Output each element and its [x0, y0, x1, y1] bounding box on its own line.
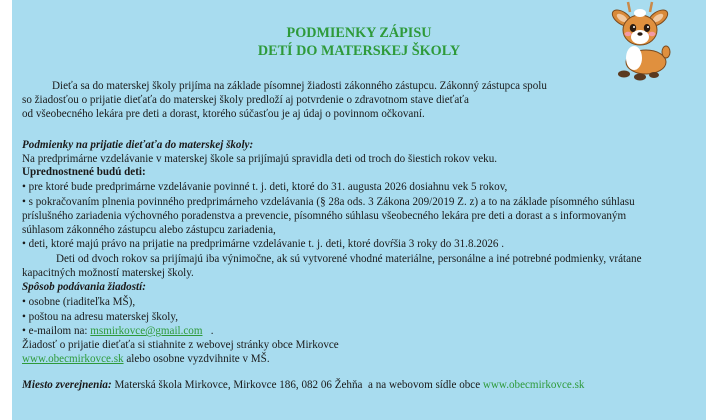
submission-bullet-2: • poštou na adresu materskej školy,: [22, 311, 178, 323]
title-line-2: DETÍ DO MATERSKEJ ŠKOLY: [257, 43, 461, 59]
intro-line-1: Dieťa sa do materskej školy prijíma na základe písomnej žiadosti zákonného zástupcu. Zákonný zástupca spolu: [52, 80, 547, 92]
submission-heading: Spôsob podávania žiadostí:: [22, 281, 146, 293]
submission-bullet-3: [22, 324, 214, 338]
priority-bullet-2-line-2: príslušného zariadenia výchovného poradenstva a prevencie, písomného súhlasu všeobecného lekára pre deti a dorast a s informovaným: [22, 210, 627, 222]
priority-bullet-2-line-1: • s pokračovaním plnenia povinného predprimárneho vzdelávania (§ 28a ods. 3 Zákona 209/2019 Z. z) a to na základe písomného súhlasu: [22, 196, 635, 208]
priority-heading: Uprednostnené budú deti:: [22, 166, 146, 178]
publication-text: Materská škola Mirkovce, Mirkovce 186, 082 06 Žehňa a na webovom sídle obce: [111, 379, 483, 391]
download-suffix: alebo osobne vyzdvihnite v MŠ.: [123, 353, 270, 365]
website-link[interactable]: www.obecmirkovce.sk: [22, 353, 124, 365]
fawn-icon: [604, 0, 676, 82]
publication-line: [22, 378, 584, 392]
two-year-line-1: Deti od dvoch rokov sa prijímajú iba výnimočne, ak sú vytvorené vhodné materiálne, personálne a iné potrebné podmienky, vrátane: [56, 253, 642, 265]
email-prefix: • e-mailom na:: [22, 325, 91, 337]
priority-bullet-1: • pre ktoré bude predprimárne vzdelávanie povinné t. j. deti, ktoré do 31. augusta 2026 dosiahnu vek 5 rokov,: [22, 181, 508, 193]
publication-website-link[interactable]: www.obecmirkovce.sk: [482, 379, 585, 391]
priority-bullet-3: • deti, ktoré majú právo na prijatie na predprimárne vzdelávanie t. j. deti, ktoré dovŕšia 3 roky do 31.8.2026 .: [22, 238, 505, 250]
email-link[interactable]: msmirkovce@gmail.com: [90, 325, 203, 337]
conditions-heading: Podmienky na prijatie dieťaťa do materskej školy:: [22, 139, 254, 151]
title-line-1: PODMIENKY ZÁPISU: [286, 25, 432, 41]
intro-line-2: so žiadosťou o prijatie dieťaťa do materskej školy predloží aj potvrdenie o zdravotnom stave dieťaťa: [22, 94, 469, 106]
page-title: [12, 24, 706, 60]
two-year-line-2: kapacitných možností materskej školy.: [22, 267, 194, 279]
download-line-1: Žiadosť o prijatie dieťaťa si stiahnite z webovej stránky obce Mirkovce: [22, 339, 339, 351]
intro-line-3: od všeobecného lekára pre deti a dorast, ktorého súčasťou je aj údaj o povinnom očkovaní.: [22, 108, 425, 120]
email-suffix: .: [202, 325, 214, 337]
conditions-text: Na predprimárne vzdelávanie v materskej škole sa prijímajú spravidla deti od troch do šiestich rokov veku.: [22, 153, 498, 165]
notice-page: [12, 0, 706, 420]
priority-bullet-2-line-3: súhlasom zákonného zástupcu alebo zástupcu zariadenia,: [22, 224, 276, 236]
publication-label: Miesto zverejnenia:: [22, 379, 112, 391]
submission-bullet-1: • osobne (riaditeľka MŠ),: [22, 296, 136, 308]
download-line-2: [22, 352, 270, 366]
